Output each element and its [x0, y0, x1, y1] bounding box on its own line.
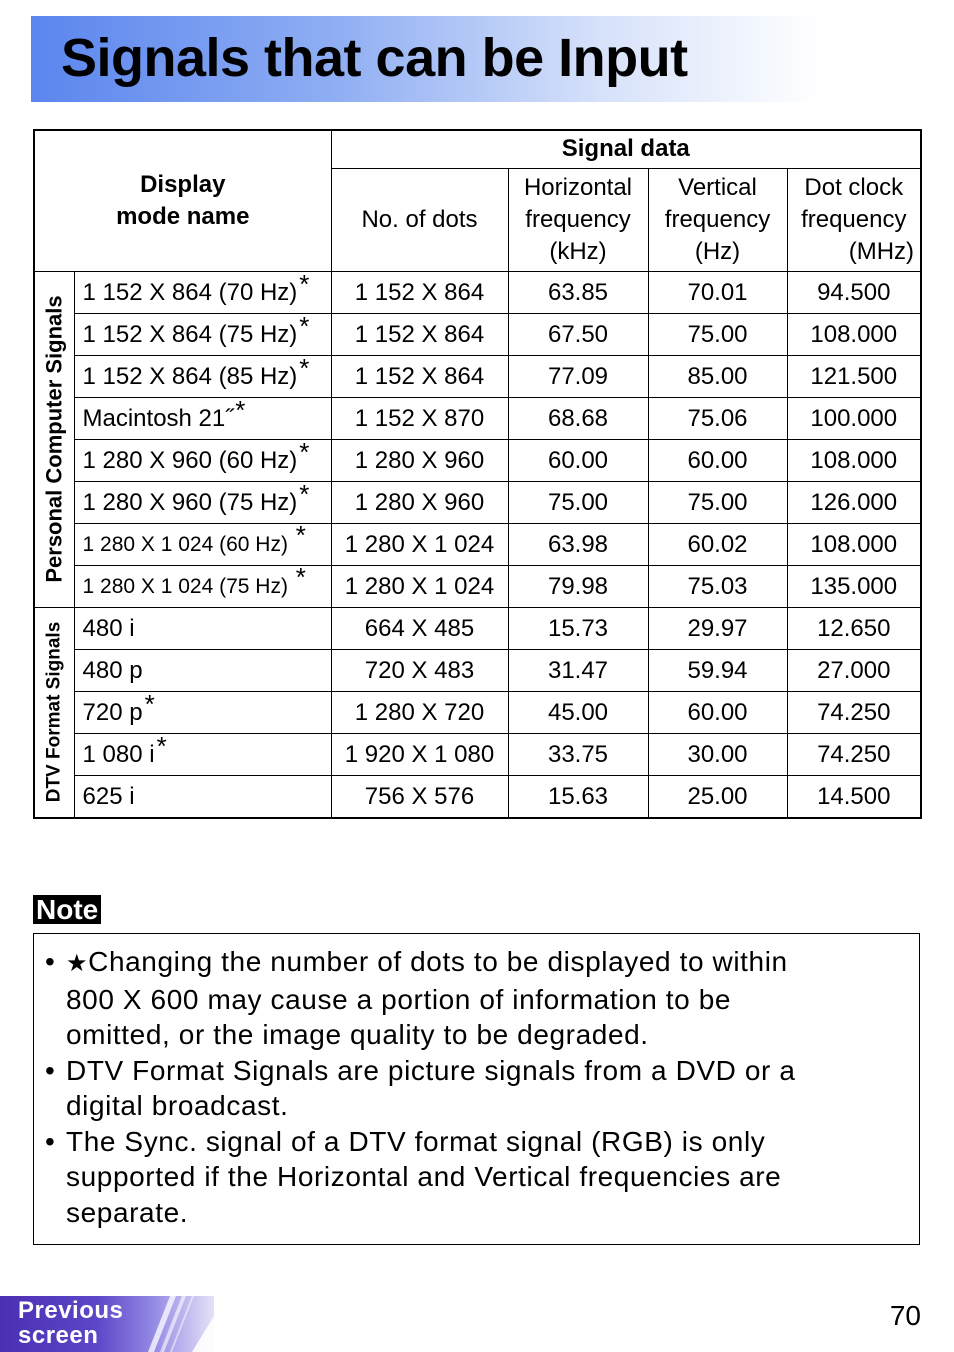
mode-name-text: 1 280 X 960 (60 Hz): [82, 446, 298, 474]
note-list: [34, 934, 919, 1230]
table-row: [34, 775, 921, 818]
cell-no-of-dots: 664 X 485: [331, 607, 508, 649]
cell-horizontal-frequency: 45.00: [508, 691, 648, 733]
group-label-dtv-text: DTV Format Signals: [43, 621, 65, 803]
cell-horizontal-frequency: 15.73: [508, 607, 648, 649]
cell-horizontal-frequency: 67.50: [508, 313, 648, 355]
asterisk-mark: *: [299, 271, 310, 299]
cell-dot-clock-frequency: 100.000: [787, 397, 921, 439]
signals-table: [33, 129, 922, 819]
note-item-2-line1: DTV Format Signals are picture signals from a DVD or a: [66, 1054, 796, 1086]
group-label-pc-text: Personal Computer Signals: [41, 295, 67, 583]
cell-dot-clock-frequency: 126.000: [787, 481, 921, 523]
cell-no-of-dots: 1 152 X 864: [331, 355, 508, 397]
header-signal-data: Signal data: [331, 130, 921, 168]
cell-vertical-frequency: 75.06: [648, 397, 787, 439]
cell-dot-clock-frequency: 108.000: [787, 313, 921, 355]
asterisk-mark: *: [299, 355, 310, 383]
note-item-3-line2: supported if the Horizontal and Vertical frequencies are: [66, 1161, 782, 1192]
table-row: [34, 565, 921, 607]
note-item-2: [34, 1053, 919, 1124]
header-dclock-line2: frequency: [801, 205, 907, 233]
table-row: [34, 649, 921, 691]
cell-horizontal-frequency: 79.98: [508, 565, 648, 607]
cell-display-mode-name: [74, 271, 331, 313]
header-horizontal-frequency: [508, 168, 648, 271]
mode-name-text: 625 i: [82, 782, 135, 810]
cell-display-mode-name: [74, 355, 331, 397]
cell-horizontal-frequency: 63.85: [508, 271, 648, 313]
header-dclock-line3: (MHz): [848, 237, 915, 265]
note-item-1: [34, 944, 919, 1053]
mode-name-text: 480 p: [82, 656, 143, 684]
header-vfreq-line3: (Hz): [694, 237, 741, 265]
header-hfreq-line3: (kHz): [549, 237, 607, 265]
cell-dot-clock-frequency: 74.250: [787, 733, 921, 775]
asterisk-mark: *: [295, 523, 306, 550]
asterisk-mark: *: [144, 691, 155, 719]
table-row: [34, 271, 921, 313]
mode-name-text: 1 280 X 1 024 (60 Hz): [82, 532, 294, 556]
table-row: [34, 439, 921, 481]
cell-vertical-frequency: 70.01: [648, 271, 787, 313]
group-label-personal-computer: [34, 271, 74, 607]
cell-display-mode-name: [74, 691, 331, 733]
header-vfreq-line1: Vertical: [678, 173, 757, 201]
cell-display-mode-name: [74, 397, 331, 439]
header-dot-clock-frequency: [787, 168, 921, 271]
previous-screen-button[interactable]: [0, 1296, 214, 1352]
cell-display-mode-name: [74, 313, 331, 355]
title-banner: [31, 16, 821, 102]
cell-no-of-dots: 1 280 X 1 024: [331, 565, 508, 607]
stripes-decoration-icon: [140, 1296, 214, 1352]
cell-vertical-frequency: 59.94: [648, 649, 787, 691]
note-item-3-line1: The Sync. signal of a DTV format signal (RGB) is only: [66, 1125, 766, 1157]
cell-horizontal-frequency: 63.98: [508, 523, 648, 565]
cell-no-of-dots: 1 920 X 1 080: [331, 733, 508, 775]
mode-name-text: 480 i: [82, 614, 135, 642]
cell-dot-clock-frequency: 74.250: [787, 691, 921, 733]
note-item-1-line2: 800 X 600 may cause a portion of information to be: [66, 983, 732, 1015]
table-row: [34, 313, 921, 355]
asterisk-mark: *: [299, 481, 310, 509]
cell-dot-clock-frequency: 135.000: [787, 565, 921, 607]
mode-name-text: 1 080 i: [82, 740, 155, 768]
cell-display-mode-name: [74, 607, 331, 649]
previous-label-line1: Previous: [18, 1297, 124, 1324]
bullet-icon: •: [45, 1125, 56, 1157]
asterisk-mark: *: [299, 439, 310, 467]
cell-dot-clock-frequency: 108.000: [787, 439, 921, 481]
note-item-1-line3: omitted, or the image quality to be degraded.: [66, 1019, 649, 1050]
previous-label-line2: screen: [18, 1322, 99, 1349]
cell-no-of-dots: 1 280 X 1 024: [331, 523, 508, 565]
header-display-line1: Display: [140, 170, 226, 198]
cell-no-of-dots: 1 280 X 960: [331, 439, 508, 481]
cell-no-of-dots: 1 152 X 870: [331, 397, 508, 439]
cell-vertical-frequency: 29.97: [648, 607, 787, 649]
header-vertical-frequency: [648, 168, 787, 271]
asterisk-mark: *: [295, 565, 306, 592]
cell-dot-clock-frequency: 94.500: [787, 271, 921, 313]
header-display-line2: mode name: [116, 202, 250, 230]
cell-dot-clock-frequency: 14.500: [787, 775, 921, 818]
table-row: [34, 481, 921, 523]
cell-no-of-dots: 720 X 483: [331, 649, 508, 691]
cell-no-of-dots: 1 280 X 960: [331, 481, 508, 523]
cell-vertical-frequency: 60.02: [648, 523, 787, 565]
header-hfreq-line1: Horizontal: [523, 173, 633, 201]
mode-name-text: Macintosh 21˝: [82, 404, 234, 432]
cell-display-mode-name: [74, 481, 331, 523]
cell-display-mode-name: [74, 649, 331, 691]
cell-vertical-frequency: 75.03: [648, 565, 787, 607]
cell-horizontal-frequency: 75.00: [508, 481, 648, 523]
mode-name-text: 1 152 X 864 (75 Hz): [82, 320, 298, 348]
table-row: [34, 691, 921, 733]
note-item-2-line2: digital broadcast.: [66, 1090, 289, 1121]
table-row: [34, 523, 921, 565]
bullet-icon: •: [45, 1054, 56, 1086]
cell-dot-clock-frequency: 27.000: [787, 649, 921, 691]
cell-display-mode-name: [74, 565, 331, 607]
cell-display-mode-name: [74, 439, 331, 481]
table-row: [34, 607, 921, 649]
mode-name-text: 1 152 X 864 (70 Hz): [82, 278, 298, 306]
header-hfreq-line2: frequency: [525, 205, 631, 233]
note-item-3-line3: separate.: [66, 1196, 189, 1228]
note-item-3: [34, 1124, 919, 1231]
cell-horizontal-frequency: 15.63: [508, 775, 648, 818]
header-vfreq-line2: frequency: [664, 205, 771, 233]
cell-no-of-dots: 756 X 576: [331, 775, 508, 818]
cell-vertical-frequency: 30.00: [648, 733, 787, 775]
cell-vertical-frequency: 25.00: [648, 775, 787, 818]
cell-vertical-frequency: 60.00: [648, 691, 787, 733]
group-label-dtv-format: [34, 607, 74, 818]
cell-no-of-dots: 1 152 X 864: [331, 313, 508, 355]
cell-display-mode-name: [74, 775, 331, 818]
cell-dot-clock-frequency: 108.000: [787, 523, 921, 565]
table-row: [34, 733, 921, 775]
mode-name-text: 720 p: [82, 698, 143, 726]
cell-horizontal-frequency: 60.00: [508, 439, 648, 481]
cell-horizontal-frequency: 31.47: [508, 649, 648, 691]
cell-display-mode-name: [74, 733, 331, 775]
table-body: [34, 271, 921, 818]
asterisk-mark: *: [235, 397, 246, 425]
table-row: [34, 397, 921, 439]
cell-dot-clock-frequency: 12.650: [787, 607, 921, 649]
cell-vertical-frequency: 85.00: [648, 355, 787, 397]
note-box: [33, 933, 920, 1245]
header-dclock-line1: Dot clock: [804, 173, 904, 201]
cell-no-of-dots: 1 152 X 864: [331, 271, 508, 313]
cell-horizontal-frequency: 77.09: [508, 355, 648, 397]
cell-no-of-dots: 1 280 X 720: [331, 691, 508, 733]
page-number: 70: [889, 1300, 921, 1331]
header-no-of-dots: No. of dots: [331, 168, 508, 271]
cell-vertical-frequency: 75.00: [648, 313, 787, 355]
cell-vertical-frequency: 60.00: [648, 439, 787, 481]
note-label: Note: [33, 895, 101, 924]
page-title: Signals that can be Input: [61, 28, 688, 88]
cell-dot-clock-frequency: 121.500: [787, 355, 921, 397]
mode-name-text: 1 280 X 960 (75 Hz): [82, 488, 298, 516]
mode-name-text: 1 152 X 864 (85 Hz): [82, 362, 298, 390]
table-row: [34, 355, 921, 397]
mode-name-text: 1 280 X 1 024 (75 Hz): [82, 574, 294, 598]
asterisk-mark: *: [156, 733, 167, 761]
note-item-1-line1: Changing the number of dots to be displayed to within: [88, 946, 788, 977]
previous-screen-label: [18, 1298, 123, 1348]
cell-vertical-frequency: 75.00: [648, 481, 787, 523]
bullet-icon: •: [45, 946, 56, 977]
asterisk-mark: *: [299, 313, 310, 341]
cell-horizontal-frequency: 68.68: [508, 397, 648, 439]
star-icon: ★: [66, 950, 89, 977]
cell-horizontal-frequency: 33.75: [508, 733, 648, 775]
header-display-mode-name: [34, 130, 331, 271]
cell-display-mode-name: [74, 523, 331, 565]
